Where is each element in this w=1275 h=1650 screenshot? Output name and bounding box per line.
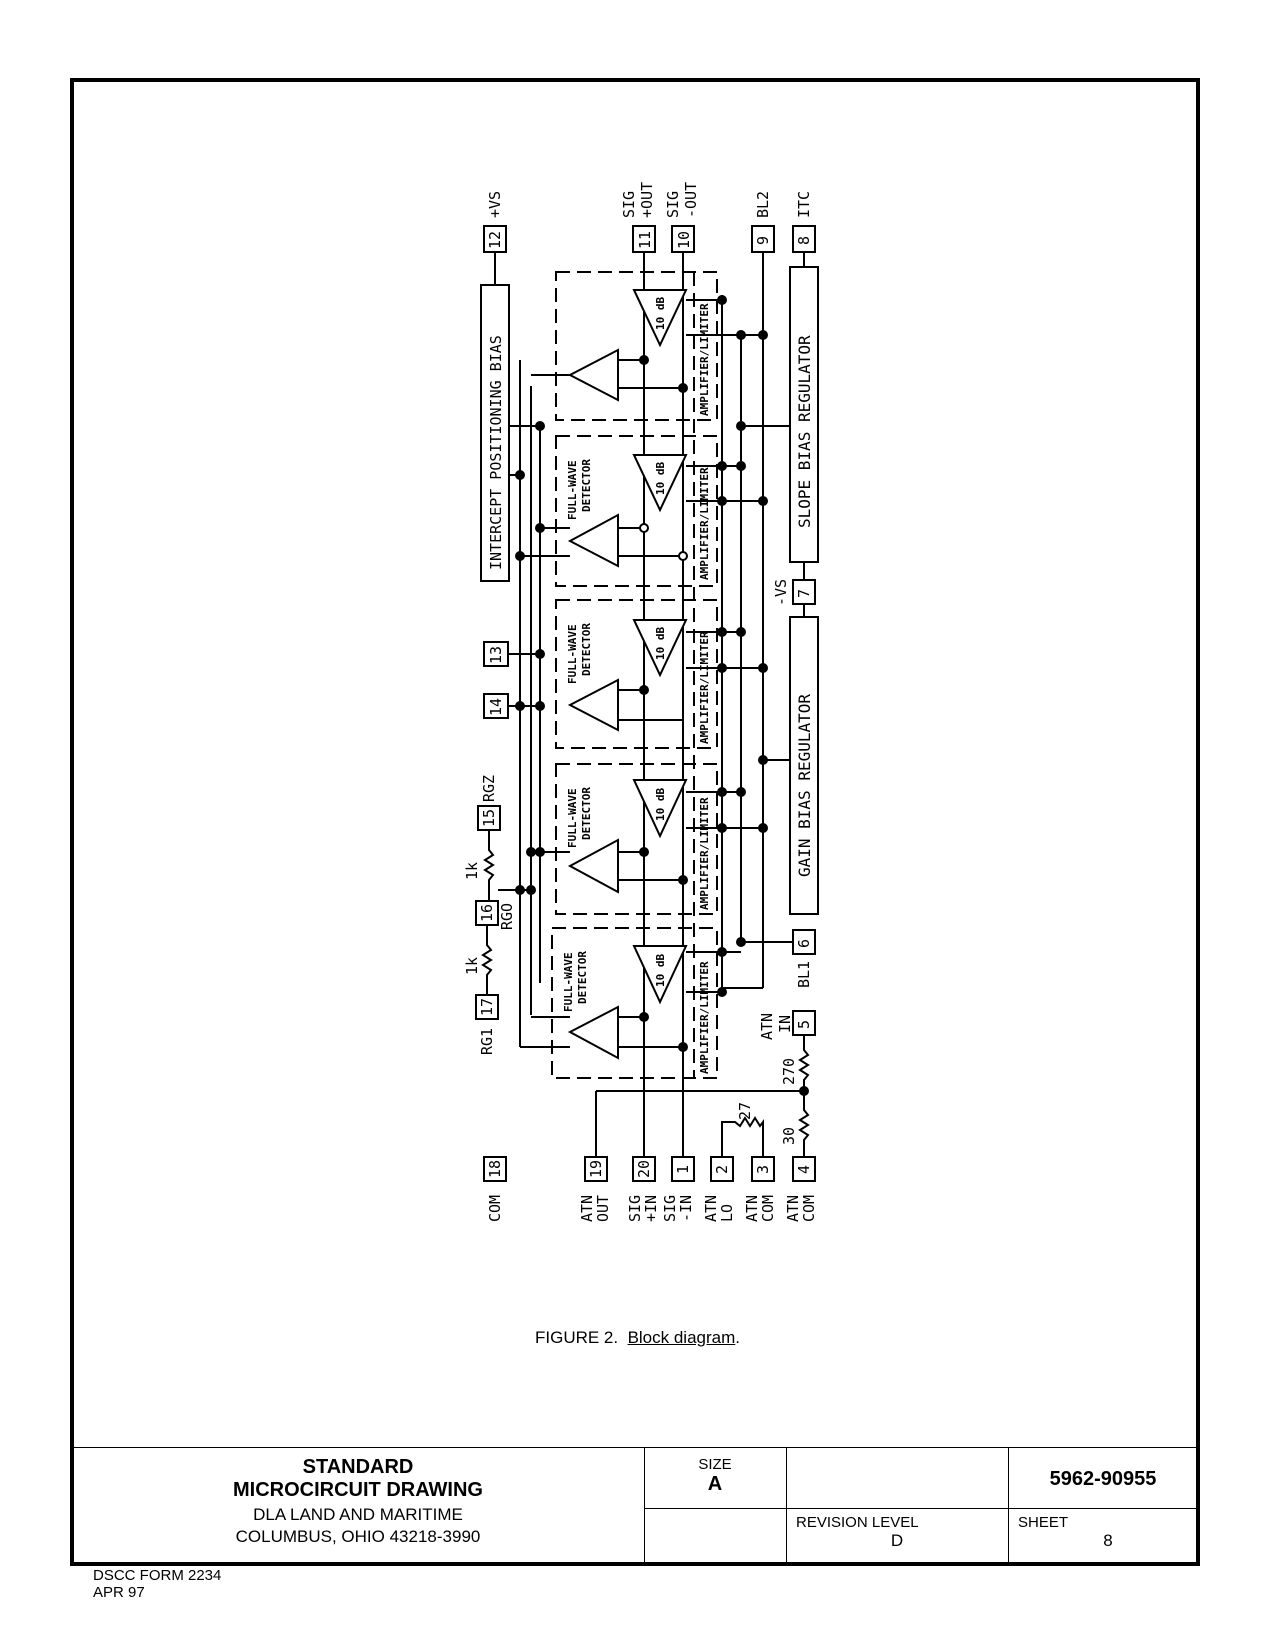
caption-suffix: . xyxy=(735,1328,741,1347)
pin-label-8: ITC xyxy=(795,190,813,218)
pin-num-5: 5 xyxy=(795,1019,813,1029)
drawing-number-value: 5962-90955 xyxy=(1049,1468,1157,1490)
pin-num-11: 11 xyxy=(636,230,654,249)
intercept-bias-label: INTERCEPT POSITIONING BIAS xyxy=(487,335,505,570)
tb-line1: STANDARD xyxy=(302,1456,414,1478)
pin-num-20: 20 xyxy=(635,1159,653,1178)
gain-stage-2: 10 dB xyxy=(654,461,667,495)
pin-label-2a: ATN xyxy=(702,1194,720,1222)
slope-bias-label: SLOPE BIAS REGULATOR xyxy=(795,335,814,528)
resistor-270-label: 270 xyxy=(780,1057,798,1085)
pin-num-16: 16 xyxy=(478,903,496,922)
pin-num-7: 7 xyxy=(795,588,813,598)
resistor-30-label: 30 xyxy=(780,1126,798,1145)
pin-num-3: 3 xyxy=(754,1164,772,1174)
pin-label-5a: ATN xyxy=(758,1012,776,1040)
pin-num-6: 6 xyxy=(795,938,813,948)
pin-num-19: 19 xyxy=(587,1159,605,1178)
size-value: A xyxy=(707,1473,723,1495)
pin-label-6: BL1 xyxy=(795,960,813,988)
detector-label-3b: DETECTOR xyxy=(580,623,593,676)
pin-num-9: 9 xyxy=(754,235,772,245)
pin-label-2b: LO xyxy=(718,1203,736,1222)
revision-value: D xyxy=(890,1531,904,1550)
resistor-1k-label-b: 1k xyxy=(463,956,481,975)
pin-num-15: 15 xyxy=(480,808,498,827)
gain-stage-5: 10 dB xyxy=(654,953,667,987)
pin-label-19a: ATN xyxy=(578,1194,596,1222)
amp-label-1: AMPLIFIER/LIMITER xyxy=(698,303,711,416)
detector-label-3a: FULL-WAVE xyxy=(566,624,579,684)
pin-label-20b: +IN xyxy=(642,1194,660,1222)
pin-label-4a: ATN xyxy=(784,1194,802,1222)
gain-stage-1: 10 dB xyxy=(654,296,667,330)
size-cell xyxy=(644,1456,786,1496)
tb-line2: MICROCIRCUIT DRAWING xyxy=(233,1479,483,1501)
pin-label-5b: IN xyxy=(776,1014,794,1033)
resistor-27-label: 27 xyxy=(736,1101,754,1120)
pin-num-8: 8 xyxy=(795,235,813,245)
pin-num-2: 2 xyxy=(713,1164,731,1174)
pin-num-12: 12 xyxy=(486,230,504,249)
revision-label: REVISION LEVEL xyxy=(796,1514,919,1531)
detector-label-5b: DETECTOR xyxy=(576,951,589,1004)
pin-label-15: RGZ xyxy=(480,774,498,802)
pin-num-18: 18 xyxy=(486,1159,504,1178)
size-label: SIZE xyxy=(698,1456,732,1473)
pin-num-17: 17 xyxy=(478,997,496,1016)
amp-label-4: AMPLIFIER/LIMITER xyxy=(698,797,711,910)
revision-cell xyxy=(796,1514,1008,1551)
drawing-number xyxy=(1008,1468,1198,1491)
pin-label-16: RGO xyxy=(498,902,516,930)
pin-label-9: BL2 xyxy=(754,190,772,218)
sheet-label: SHEET xyxy=(1018,1514,1069,1531)
title-block-heading xyxy=(72,1456,644,1548)
form-line1: DSCC FORM 2234 xyxy=(93,1567,222,1584)
pin-num-10: 10 xyxy=(675,230,693,249)
pin-label-20a: SIG xyxy=(626,1194,644,1222)
form-line2: APR 97 xyxy=(93,1584,145,1601)
resistor-1k-label-a: 1k xyxy=(463,861,481,880)
pin-label-3a: ATN xyxy=(743,1194,761,1222)
pin-label-3b: COM xyxy=(759,1194,777,1222)
pin-label-10b: -OUT xyxy=(682,181,700,218)
pin-num-13: 13 xyxy=(487,645,505,664)
pin-label-7: -VS xyxy=(772,578,790,606)
pin-num-4: 4 xyxy=(795,1164,813,1174)
detector-label-2a: FULL-WAVE xyxy=(566,460,579,520)
detector-label-4b: DETECTOR xyxy=(580,787,593,840)
pin-label-18: COM xyxy=(486,1194,504,1222)
detector-label-2b: DETECTOR xyxy=(580,459,593,512)
gain-stage-4: 10 dB xyxy=(654,787,667,821)
pin-label-11b: +OUT xyxy=(638,181,656,218)
sheet-value: 8 xyxy=(1103,1531,1113,1550)
amp-label-2: AMPLIFIER/LIMITER xyxy=(698,467,711,580)
pin-label-10a: SIG xyxy=(664,190,682,218)
sheet-cell xyxy=(1018,1514,1198,1551)
tb-line4: COLUMBUS, OHIO 43218-3990 xyxy=(235,1527,481,1546)
pin-label-1b: -IN xyxy=(677,1194,695,1222)
detector-label-4a: FULL-WAVE xyxy=(566,788,579,848)
pin-label-11a: SIG xyxy=(620,190,638,218)
caption-title: Block diagram xyxy=(627,1328,736,1347)
pin-label-1a: SIG xyxy=(661,1194,679,1222)
gain-bias-label: GAIN BIAS REGULATOR xyxy=(795,693,814,877)
caption-prefix: FIGURE 2. xyxy=(534,1328,619,1347)
pin-label-4b: COM xyxy=(800,1194,818,1222)
tb-line3: DLA LAND AND MARITIME xyxy=(253,1505,463,1524)
amp-label-5: AMPLIFIER/LIMITER xyxy=(698,961,711,1074)
pin-label-17: RG1 xyxy=(478,1027,496,1055)
pin-num-1: 1 xyxy=(674,1164,692,1174)
form-label xyxy=(93,1567,221,1601)
pin-label-12: +VS xyxy=(486,190,504,218)
figure-caption xyxy=(0,1328,1275,1348)
amp-label-3: AMPLIFIER/LIMITER xyxy=(698,631,711,744)
gain-stage-3: 10 dB xyxy=(654,626,667,660)
detector-label-5a: FULL-WAVE xyxy=(562,952,575,1012)
pin-label-19b: OUT xyxy=(594,1194,612,1222)
pin-num-14: 14 xyxy=(487,697,505,716)
